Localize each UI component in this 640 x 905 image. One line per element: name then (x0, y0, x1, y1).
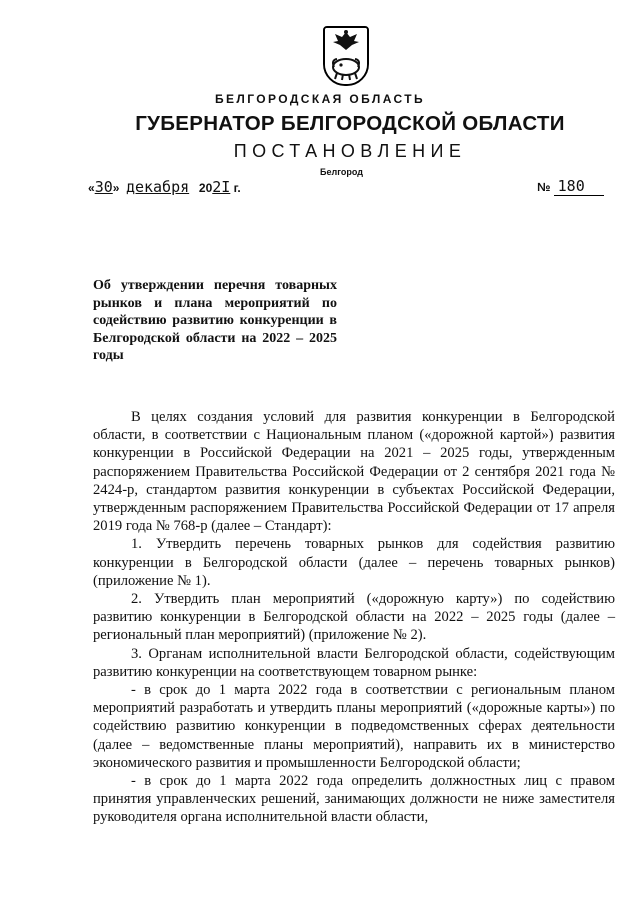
date-year-prefix: 20 (198, 181, 213, 195)
date-year-mark: г. (233, 181, 241, 195)
number-label: № (537, 180, 551, 194)
document-number (537, 177, 604, 196)
emblem-bottom-field (325, 54, 367, 84)
date-line (88, 178, 241, 196)
document-type-heading: ПОСТАНОВЛЕНИЕ (233, 141, 467, 161)
document-body (93, 408, 615, 827)
body-paragraph: - в срок до 1 марта 2022 года определить должностных лиц с правом принятия управленческих решений, занимающих должности не ниже заместителя руководителя органа исполнительной власти области, (93, 773, 615, 826)
coat-of-arms-emblem (323, 26, 369, 86)
date-close-quote: » (112, 181, 120, 195)
city-label: Белгород (320, 167, 363, 177)
document-subject: Об утверждении перечня товарных рынков и плана мероприятий по содействию развитию конкуренции в Белгородской области на 2022 – 2025 годы (93, 278, 337, 363)
date-open-quote: « (88, 181, 95, 195)
emblem-top-field (325, 28, 367, 56)
number-value: 180 (554, 177, 604, 196)
region-heading: БЕЛГОРОДСКАЯ ОБЛАСТЬ (215, 92, 425, 106)
date-month: декабря (125, 178, 190, 196)
date-year-suffix: 2I (212, 178, 231, 196)
eagle-icon (325, 28, 367, 54)
body-paragraph: 2. Утвердить план мероприятий («дорожную карту») по содействию развитию конкуренции в Белгородской области на 2022 – 2025 годы (далее – региональный план мероприятий) (приложение № 2). (93, 591, 615, 644)
authority-heading: ГУБЕРНАТОР БЕЛГОРОДСКОЙ ОБЛАСТИ (135, 112, 565, 135)
body-paragraph: - в срок до 1 марта 2022 года в соответствии с региональным планом мероприятий разработать и утвердить планы мероприятий («дорожные карты») по содействию развитию конкуренции в подведомственных сферах деятельности (далее – ведомственные планы мероприятий), направить их в министерство экономического развития и промышленности Белгородской области; (93, 682, 615, 771)
lion-icon (325, 54, 367, 84)
body-paragraph: 1. Утвердить перечень товарных рынков для содействия развитию конкуренции в Белгородской области (далее – перечень товарных рынков) (приложение № 1). (93, 536, 615, 589)
body-paragraph: В целях создания условий для развития конкуренции в Белгородской области, в соответствии с Национальным планом («дорожной картой») развития конкуренции в Российской Федерации на 2021 – 2025 годы, утвержденным распоряжением Правительства Российской Федерации от 2 сентября 2021 года № 2424-р, стандартом развития конкуренции в субъектах Российской Федерации, утвержденным распоряжением Правительства Российской Федерации от 17 апреля 2019 года № 768-р (далее – Стандарт): (93, 409, 615, 535)
date-day: 30 (94, 178, 113, 196)
body-paragraph: 3. Органам исполнительной власти Белгородской области, содействующим развитию конкуренции на соответствующем товарном рынке: (93, 645, 615, 680)
